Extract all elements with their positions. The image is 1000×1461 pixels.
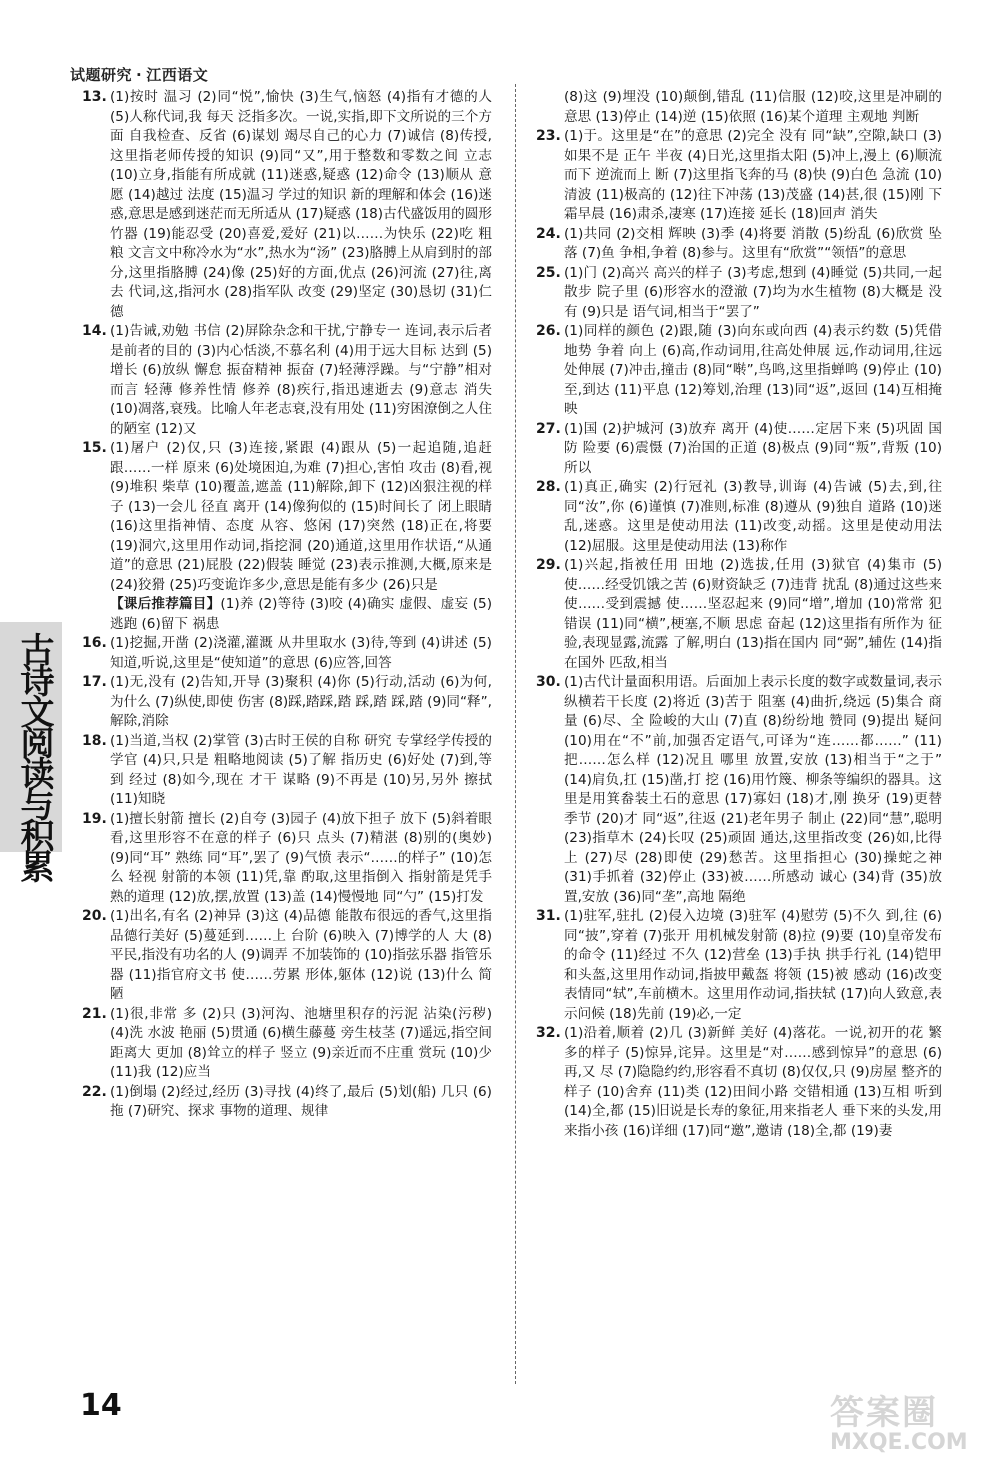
answer-text: (1)古代计量面积用语。后面加上表示长度的数字或数量词,表示纵横若干长度 (2)将近 (3)苦于 阻塞 (4)曲折,绕远 (5)集合 商量 (6)尽、全 险峻的大山 (7)直 (8)纷纷地 赞同 (9)提出 疑问 (10)用在“不”前,加强否定语气,可译为“连……都……” (11)把……怎么样 (12)况且 哪里 放置,安放 (13)相当于“之于” (14)肩负,扛 (15)凿,打 挖 (16)用竹篾、柳条等编织的器具。这里是用箕畚装土石的意思 (17)寡妇 (18)才,刚 换牙 (19)更替 季节 (20)才 同“返”,往返 (21)老年男子 制止 (22)同“慧”,聪明 (23)指草木 (24)长叹 (25)顽固 通达,这里指改变 (26)如,比得上 (27)尽 (28)即使 (29)愁苦。这里指担心 (30)操蛇之神 (31)手抓着 (32)停止 (33)被……所感动 诚心 (34)背 (35)放置,安放 (36)同“垄”,高地 隔绝 [564, 674, 942, 905]
page-number: 14 [80, 1388, 122, 1423]
answer-text: (1)沿着,顺着 (2)几 (3)新鲜 美好 (4)落花。一说,初开的花 繁多的样子 (5)惊异,诧异。这里是“对……感到惊异”的意思 (6)再,又 尽 (7)隐隐约约,形容看不真切 (8)仅仅,只 (9)房屋 整齐的样子 (10)舍弃 (11)类 (12)田间小路 交错相通 (13)互相 听到 (14)全,都 (15)旧说是长寿的象征,用来指老人 垂下来的头发,用来指小孩 (16)详细 (17)同“邀”,邀请 (18)全,都 (19)妻 [564, 1025, 942, 1139]
answer-entry [82, 595, 492, 634]
header-separator: · [136, 66, 143, 84]
answer-text: (1)擅长射箭 擅长 (2)自夸 (3)园子 (4)放下担子 放下 (5)斜着眼看,这里形容不在意的样子 (6)只 点头 (7)精湛 (8)别的(奥妙) (9)同“耳” 熟练 同“耳”,罢了 (9)气愤 表示“……的样子” (10)怎么 轻视 射箭的本领 (11)凭,靠 酌取,这里指倒入 指射箭是凭手熟的道理 (12)放,摆,放置 (13)盖 (14)慢慢地 同“勺” (15)打发 [110, 810, 492, 905]
question-number: 30. [536, 674, 561, 690]
left-column [82, 88, 492, 1122]
question-number: 26. [536, 323, 561, 339]
answer-entry [536, 88, 942, 127]
answer-entry [82, 88, 492, 322]
question-number: 31. [536, 908, 561, 924]
page-header [70, 64, 208, 85]
answer-text: (1)倒塌 (2)经过,经历 (3)寻找 (4)终了,最后 (5)划(船) 几只 (6)拖 (7)研究、探求 事物的道理、规律 [110, 1083, 492, 1119]
question-number: 17. [82, 674, 107, 690]
answer-text: (1)国 (2)护城河 (3)放弃 离开 (4)使……定居下来 (5)巩固 国防 险要 (6)震慑 (7)治国的正道 (8)极点 (9)同“叛”,背叛 (10)所以 [564, 420, 942, 476]
answer-entry [536, 556, 942, 673]
answer-text: (1)兴起,指被任用 田地 (2)选拔,任用 (3)狱官 (4)集市 (5)使……经受饥饿之苦 (6)财资缺乏 (7)违背 扰乱 (8)通过这些来 使……受到震撼 使……坚忍起来 (9)同“增”,增加 (10)常常 犯错误 (11)同“横”,梗塞,不顺 思虑 奋起 (12)这里指有所作为 征验,表现显露,流露 了解,明白 (13)指在国内 同“弼”,辅佐 (14)指在国外 匹敌,相当 [564, 557, 942, 671]
question-number: 15. [82, 440, 107, 456]
watermark-logo-text: 答案圈 [830, 1393, 938, 1433]
recommended-reading-label: 【课后推荐篇目】 [110, 596, 221, 612]
question-number: 13. [82, 89, 107, 105]
answer-entry [536, 264, 942, 323]
answer-entry [82, 907, 492, 1005]
answer-entry [536, 673, 942, 907]
answer-entry [536, 1024, 942, 1141]
question-number: 24. [536, 225, 561, 242]
question-number: 27. [536, 420, 561, 437]
question-number: 20. [82, 908, 107, 924]
answer-text: (1)无,没有 (2)告知,开导 (3)聚积 (4)你 (5)行动,活动 (6)为何,为什么 (7)纵使,即使 伤害 (8)踩,踏踩,踏 踩,踏 踩,踏 (9)同“释”,解除,消除 [110, 674, 492, 729]
answer-entry [536, 225, 942, 264]
answer-text: (1)当道,当权 (2)掌管 (3)古时王侯的自称 研究 专掌经学传授的学官 (4)只,只是 粗略地阅读 (5)了解 指历史 (6)好处 (7)到,等到 经过 (8)如今,现在 才干 谋略 (9)不再是 (10)另,另外 擦拭 (11)知晓 [110, 732, 492, 807]
answer-text: (1)共同 (2)交相 辉映 (3)季 (4)将要 消散 (5)纷乱 (6)欣赏 坠落 (7)鱼 争相,争着 (8)参与。这里有“欣赏”“领悟”的意思 [564, 225, 942, 261]
right-column [536, 88, 942, 1141]
question-number: 16. [82, 635, 107, 651]
header-series: 试题研究 [70, 66, 133, 84]
watermark-logo [830, 1385, 980, 1455]
answer-entry [82, 1005, 492, 1083]
question-number: 32. [536, 1025, 561, 1041]
question-number: 28. [536, 479, 561, 495]
answer-text: (1)屠户 (2)仅,只 (3)连接,紧跟 (4)跟从 (5)一起追随,追赶 跟……一样 原来 (6)处境困迫,为难 (7)担心,害怕 攻击 (8)看,视 (9)堆积 柴草 (10)覆盖,遮盖 (11)解除,卸下 (12)凶狠注视的样子 (13)一会儿 径直 离开 (14)像狗似的 (15)时间长了 闭上眼睛 (16)这里指神情、态度 从容、悠闲 (17)突然 (18)正在,将要 (19)洞穴,这里用作动词,指挖洞 (20)通道,这里用作状语,“从通道”的意思 (21)屁股 (22)假装 睡觉 (23)表示推测,大概,原来是 (24)狡猾 (25)巧变诡诈多少,意思是能有多少 (26)只是 [110, 440, 492, 593]
answer-text: (1)出名,有名 (2)神异 (3)这 (4)品德 能散布很远的香气,这里指品德行美好 (5)蔓延到……上 台阶 (6)映入 (7)博学的人 大 (8)平民,指没有功名的人 (9)调弄 不加装饰的 (10)指弦乐器 指管乐器 (11)指官府文书 使……劳累 形体,躯体 (12)说 (13)什么 简陋 [110, 908, 492, 1002]
answer-text: (1)挖掘,开凿 (2)浇灌,灌溉 从井里取水 (3)待,等到 (4)讲述 (5)知道,听说,这里是“使知道”的意思 (6)应答,回答 [110, 635, 492, 671]
question-number: 23. [536, 128, 561, 144]
question-number: 18. [82, 732, 107, 749]
side-tab-label: 古诗文阅读与积累 [14, 632, 54, 880]
answer-entry [82, 634, 492, 673]
answer-entry [536, 420, 942, 479]
answer-entry [536, 907, 942, 1024]
answer-text: (1)门 (2)高兴 高兴的样子 (3)考虑,想到 (4)睡觉 (5)共同,一起 散步 院子里 (6)形容水的澄澈 (7)均为水生植物 (8)大概是 没有 (9)只是 语气词,相当于“罢了” [564, 264, 942, 320]
answer-entry [82, 810, 492, 908]
answer-entry [536, 322, 942, 420]
answer-entry [536, 127, 942, 225]
header-subject: 江西语文 [146, 66, 209, 84]
column-divider [515, 84, 516, 1384]
answer-entry [82, 732, 492, 810]
answer-text: (1)真正,确实 (2)行冠礼 (3)教导,训诲 (4)告诫 (5)去,到,往 同“汝”,你 (6)谨慎 (7)准则,标准 (8)遵从 (9)独自 道路 (10)迷乱,迷惑。这里是使动用法 (11)改变,动摇。这里是使动用法 (12)屈服。这里是使动用法 (13)称作 [564, 479, 942, 554]
answer-entry [82, 1083, 492, 1122]
answer-entry [536, 478, 942, 556]
question-number: 29. [536, 557, 561, 573]
answer-text: (1)很,非常 多 (2)只 (3)河沟、池塘里积存的污泥 沾染(污秽) (4)洗 水波 艳丽 (5)贯通 (6)横生藤蔓 旁生枝茎 (7)遥远,指空间距离大 更加 (8)耸立的样子 竖立 (9)亲近而不庄重 赏玩 (10)少 (11)我 (12)应当 [110, 1005, 492, 1080]
answer-text: (1)驻军,驻扎 (2)侵入边境 (3)驻军 (4)慰劳 (5)不久 到,往 (6)同“披”,穿着 (7)张开 用机械发射箭 (8)拉 (9)要 (10)皇帝发布的命令 (11)经过 不久 (12)营垒 (13)手执 拱手行礼 (14)铠甲和头盔,这里用作动词,指披甲戴盔 将领 (15)被 感动 (16)改变 表情同“轼”,车前横木。这里用作动词,指扶轼 (17)向人致意,表示问候 (18)先前 (19)必,一定 [564, 908, 942, 1022]
question-number: 22. [82, 1083, 107, 1100]
answer-entry [82, 322, 492, 439]
answer-text: (8)这 (9)埋没 (10)颠倒,错乱 (11)信服 (12)咬,这里是冲刷的意思 (13)停止 (14)逆 (15)依照 (16)某个道理 主观地 判断 [564, 89, 942, 125]
question-number: 21. [82, 1005, 107, 1022]
question-number: 14. [82, 323, 107, 339]
answer-text: (1)于。这里是“在”的意思 (2)完全 没有 同“缺”,空隙,缺口 (3)如果不是 正午 半夜 (4)日光,这里指太阳 (5)冲上,漫上 (6)顺流而下 逆流而上 断 (7)这里指飞奔的马 (8)快 (9)白色 急流 (10)清波 (11)极高的 (12)往下冲荡 (13)茂盛 (14)甚,很 (15)刚 下霜早晨 (16)肃杀,凄寒 (17)连接 延长 (18)回声 消失 [564, 128, 942, 222]
answer-entry [82, 439, 492, 595]
answer-entry [82, 673, 492, 732]
question-number: 25. [536, 264, 561, 281]
answer-text: (1)按时 温习 (2)同“悦”,愉快 (3)生气,恼怒 (4)指有才德的人 (5)人称代词,我 每天 泛指多次。一说,实指,即下文所说的三个方面 自我检查、反省 (6)谋划 竭尽自己的心力 (7)诚信 (8)传授,这里指老师传授的知识 (9)同“又”,用于整数和零数之间 立志 (10)立身,指能有所成就 (11)迷惑,疑惑 (12)命令 (13)顺从 意愿 (14)越过 法度 (15)温习 学过的知识 新的理解和体会 (16)迷惑,意思是感到迷茫而无所适从 (17)疑惑 (18)古代盛饭用的圆形竹器 (19)能忍受 (20)喜爱,爱好 (21)以……为快乐 (22)吃 粗粮 文言文中称冷水为“水”,热水为“汤” (23)胳膊上从肩到肘的部分,这里指胳膊 (24)像 (25)好的方面,优点 (26)河流 (27)往,离去 代词,这,指河水 (28)指军队 改变 (29)坚定 (30)恳切 (31)仁德 [110, 89, 492, 320]
answer-text: (1)养 (2)等待 (3)咬 (4)确实 虚假、虚妄 (5)逃跑 (6)留下 祸患 [110, 596, 492, 632]
watermark-site: MXQE.COM [830, 1430, 968, 1455]
answer-text: (1)告诫,劝勉 书信 (2)屏除杂念和干扰,宁静专一 连词,表示后者是前者的目的 (3)内心恬淡,不慕名利 (4)用于远大目标 达到 (5)增长 (6)放纵 懈怠 振奋精神 振奋 (7)轻薄浮躁。与“宁静”相对而言 轻薄 修养性情 修养 (8)疾行,指迅速逝去 (9)意志 消失 (10)凋落,衰残。比喻人年老志衰,没有用处 (11)穷困潦倒之人住的陋室 (12)又 [110, 323, 492, 437]
answer-text: (1)同样的颜色 (2)跟,随 (3)向东或向西 (4)表示约数 (5)凭借 地势 争着 向上 (6)高,作动词用,往高处伸展 远,作动词用,往远处伸展 (7)冲击,撞击 (8)同“啭”,鸟鸣,这里指蝉鸣 (9)停止 (10)至,到达 (11)平息 (12)筹划,治理 (13)同“返”,返回 (14)互相掩映 [564, 323, 942, 417]
question-number: 19. [82, 810, 107, 827]
